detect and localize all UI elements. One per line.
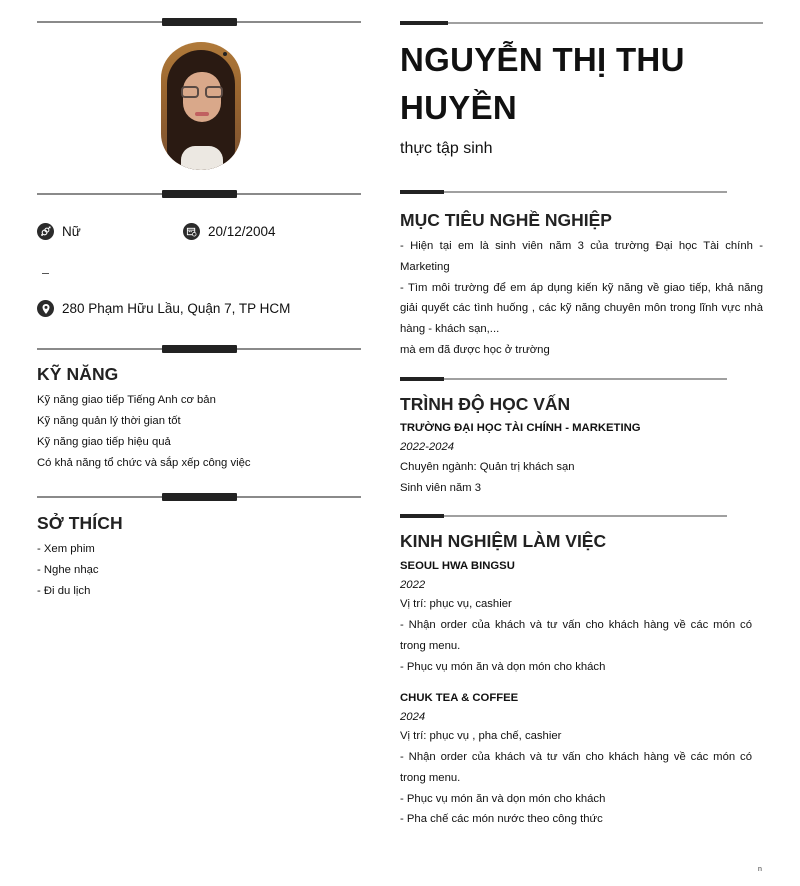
job-position: Vị trí: phục vụ, cashier bbox=[400, 598, 512, 610]
gender-value: Nữ bbox=[62, 224, 81, 239]
birthday-value: 20/12/2004 bbox=[208, 224, 276, 239]
calendar-icon bbox=[183, 223, 200, 240]
objective-paragraph: - Hiện tại em là sinh viên năm 3 của trường Đại học Tài chính - Marketing bbox=[400, 240, 763, 273]
job-position: Vị trí: phục vụ , pha chế, cashier bbox=[400, 730, 562, 742]
skill-item: Kỹ năng giao tiếp hiệu quả bbox=[37, 436, 171, 448]
gender-icon bbox=[37, 223, 54, 240]
job-duty: - Phục vụ món ăn và dọn món cho khách bbox=[400, 793, 606, 805]
phone-placeholder-mark bbox=[42, 273, 49, 274]
experience-title: KINH NGHIỆM LÀM VIỆC bbox=[400, 531, 607, 551]
section-divider bbox=[400, 190, 727, 194]
name-line-1: NGUYỄN THỊ THU bbox=[400, 41, 685, 78]
hobbies-list bbox=[37, 539, 99, 602]
education-major: Chuyên ngành: Quản trị khách sạn bbox=[400, 461, 575, 473]
hobby-item: - Nghe nhạc bbox=[37, 564, 99, 576]
section-divider bbox=[37, 18, 361, 26]
job-company: CHUK TEA & COFFEE bbox=[400, 692, 519, 704]
hobby-item: - Đi du lịch bbox=[37, 585, 91, 597]
hobby-item: - Xem phim bbox=[37, 543, 95, 555]
job-duty: - Pha chế các món nước theo công thức bbox=[400, 813, 603, 825]
avatar bbox=[161, 42, 241, 170]
gender-row bbox=[37, 223, 81, 240]
avatar-detail bbox=[223, 52, 227, 56]
skill-item: Kỹ năng giao tiếp Tiếng Anh cơ bản bbox=[37, 394, 216, 406]
avatar-glasses bbox=[181, 86, 223, 98]
objective-title: MỤC TIÊU NGHỀ NGHIỆP bbox=[400, 210, 612, 230]
job-duty: - Nhận order của khách và tư vấn cho khách hàng về các món có trong menu. bbox=[400, 751, 752, 784]
skill-item: Kỹ năng quản lý thời gian tốt bbox=[37, 415, 181, 427]
avatar-lips bbox=[195, 112, 209, 116]
education-status: Sinh viên năm 3 bbox=[400, 482, 482, 494]
candidate-role: thực tập sinh bbox=[400, 140, 493, 157]
section-divider bbox=[400, 514, 727, 518]
job-duty: - Nhận order của khách và tư vấn cho khách hàng về các món có trong menu. bbox=[400, 619, 752, 652]
candidate-name bbox=[400, 36, 685, 132]
section-divider bbox=[37, 345, 361, 353]
education-title: TRÌNH ĐỘ HỌC VẤN bbox=[400, 394, 571, 414]
skill-item: Có khả năng tổ chức và sắp xếp công việc bbox=[37, 457, 251, 469]
birthday-row bbox=[183, 223, 276, 240]
section-divider bbox=[400, 377, 727, 381]
name-line-2: HUYỀN bbox=[400, 89, 518, 126]
job-year: 2022 bbox=[400, 579, 426, 591]
objective-paragraph: mà em đã được học ở trường bbox=[400, 343, 550, 356]
address-row bbox=[37, 300, 290, 317]
avatar-shirt bbox=[181, 146, 223, 170]
section-divider bbox=[37, 493, 361, 501]
job-year: 2024 bbox=[400, 711, 426, 723]
location-pin-icon bbox=[37, 300, 54, 317]
skills-title: KỸ NĂNG bbox=[37, 364, 119, 384]
section-divider bbox=[400, 21, 763, 25]
objective-text bbox=[400, 236, 763, 361]
education-years: 2022-2024 bbox=[400, 441, 455, 453]
address-value: 280 Phạm Hữu Lầu, Quận 7, TP HCM bbox=[62, 301, 291, 316]
objective-paragraph: - Tìm môi trường để em áp dụng kiến kỹ năng về giao tiếp, khả năng giải quyết các tình huống , các kỹ năng chuyên môn trong lĩnh vực nhà hàng - khách sạn,... bbox=[400, 281, 763, 336]
job-duty: - Phục vụ món ăn và dọn món cho khách bbox=[400, 661, 606, 673]
skills-list bbox=[37, 390, 251, 474]
hobbies-title: SỞ THÍCH bbox=[37, 513, 123, 533]
school-name: TRƯỜNG ĐẠI HỌC TÀI CHÍNH - MARKETING bbox=[400, 422, 641, 434]
section-divider bbox=[37, 190, 361, 198]
page-mark: n bbox=[758, 866, 762, 873]
job-company: SEOUL HWA BINGSU bbox=[400, 560, 515, 572]
